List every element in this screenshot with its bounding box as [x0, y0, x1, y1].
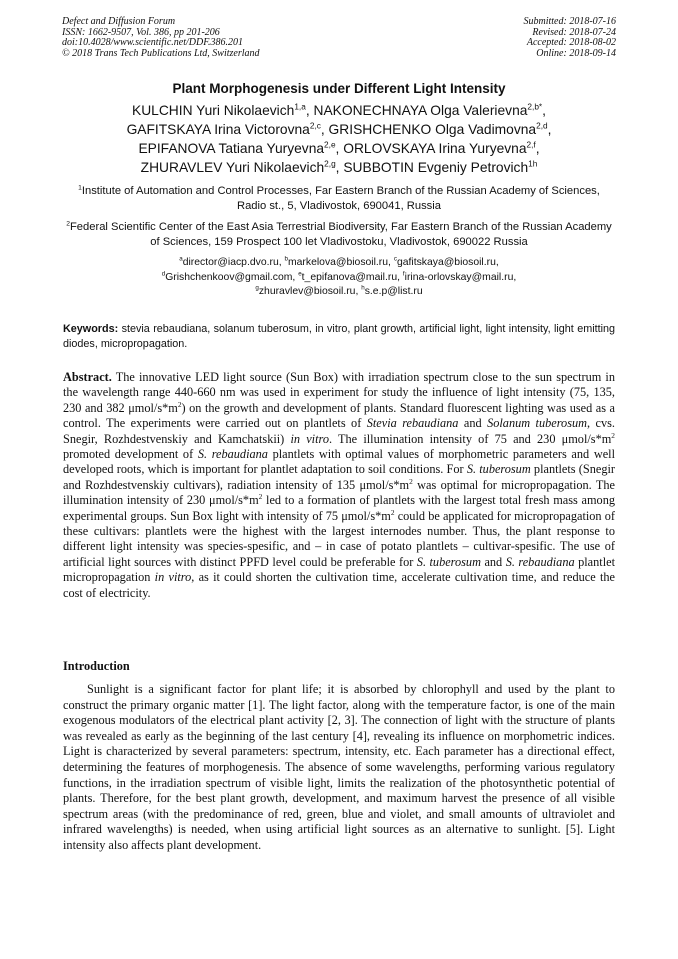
introduction-paragraph: Sunlight is a significant factor for plant life; it is absorbed by chlorophyll and used by the plant to construct the primary organic matter [1]. The light factor, along with the temperature factor, is one of the main exogenous modulators of the electrical plant activity [2, 3]. The connection of light with the structure of plants was revealed as early as the beginning of the last century [4], revealing its influence on morphometric indices. Light is characterized by several parameters: spectrum, intensity, etc. Each parameter has a directional effect, determining the features of morphogenesis. The absence of some wavelengths, performing various regulatory functions, in the irradiation spectrum of visible light, limits the realization of the photosynthetic potential of plants. Therefore, for the best plant growth, development, and maximum harvest the presence of all visible spectrum areas (with the predominance of red, green, blue and violet, and small amounts of ultraviolet and infrared wavelengths) is needed, when using artificial light sources as an alternative to sunlight. [5]. Light intensity also affects plant development.	[63, 682, 615, 852]
abstract-run: plantlets with optimal values of morphometric parameters and well developed roots, which is important for plantlet adaptation to soil conditions. For	[63, 447, 616, 477]
abstract-run: could be applicated for micropropagation of these cultivars: plantlets were the highest with the largest internodes number. Thus, the plant response to different light intensity was species-spesific, and – in case of potato plantlets – cultivar-spesific. The use of artificial light sources with distinct PPFD level could be preferable for	[63, 508, 615, 569]
abstract-run: plantlet micropropagation	[63, 554, 615, 585]
date-revised: Revised: 2018-07-24	[532, 26, 616, 38]
abstract-body	[63, 370, 615, 600]
abstract-run: 2	[177, 399, 182, 409]
abstract-run: 2	[611, 430, 615, 440]
email: $^b$markelova@biosoil.ru,	[284, 255, 394, 268]
author: KULCHIN Yuri Nikolaevich$^{1,a}$,	[132, 102, 314, 118]
abstract-run: S. rebaudiana	[505, 554, 575, 569]
email: $^c$gafitskaya@biosoil.ru,	[393, 255, 499, 268]
abstract-run: promoted development of	[63, 447, 198, 462]
date-online: Online: 2018-09-14	[536, 47, 616, 59]
author: ZHURAVLEV Yuri Nikolaevich$^{2,g}$,	[140, 159, 344, 175]
email: $^h$s.e.p@list.ru	[361, 284, 423, 297]
abstract-run: was optimal for micropropagation. The illumination intensity of 230 μmol/s*m	[63, 477, 615, 508]
abstract-run: in vitro	[290, 431, 329, 446]
abstract-run: , as it could shorten the cultivation time, accelerate cultivation time, and reduce the cost of electricity.	[63, 570, 615, 600]
email-list	[62, 256, 616, 300]
abstract-run: in vitro	[154, 570, 192, 585]
author: SUBBOTIN Evgeniy Petrovich$^{1h}$	[343, 159, 538, 175]
abstract-run: Stevia rebaudiana	[366, 416, 459, 431]
author: ORLOVSKAYA Irina Yuryevna$^{2,f}$,	[343, 140, 540, 156]
abstract-run: , cvs. Snegir, Rozhdestvenskiy and Kamchatskii)	[63, 416, 615, 446]
paper-title: Plant Morphogenesis under Different Light Intensity	[172, 81, 506, 96]
abstract-run: S. tuberosum	[416, 554, 481, 569]
email: $^a$director@iacp.dvo.ru,	[179, 255, 285, 268]
author: GRISHCHENKO Olga Vadimovna$^{2,d}$,	[328, 121, 552, 137]
keywords-text: stevia rebaudiana, solanum tuberosum, in vitro, plant growth, artificial light, light intensity, light emitting diodes, micropropagation.	[63, 323, 616, 350]
journal-issn: ISSN: 1662-9507, Vol. 386, pp 201-206	[62, 26, 220, 38]
abstract-run: . The illumination intensity of 75 and 230 μmol/s*m	[328, 431, 612, 446]
abstract	[63, 370, 615, 601]
keywords	[63, 322, 615, 351]
abstract-run: ) on the growth and development of plants. Standard fluorescent lighting was used as a control. The experiments were carried out on plantlets of	[63, 400, 615, 431]
section-heading-introduction: Introduction	[63, 659, 130, 673]
journal-info	[62, 17, 260, 59]
author: GAFITSKAYA Irina Victorovna$^{2,c}$,	[126, 121, 329, 137]
email: $^g$zhuravlev@biosoil.ru,	[255, 284, 362, 297]
abstract-run: led to a formation of plantlets with the largest total fresh mass among experimental groups. Sun Box light with intensity of 75 μmol/s*m	[63, 493, 615, 523]
journal-copyright: © 2018 Trans Tech Publications Ltd, Switzerland	[62, 47, 260, 59]
author: NAKONECHNAYA Olga Valerievna$^{2,b*}$,	[313, 102, 546, 118]
abstract-run: S. tuberosum	[466, 462, 531, 477]
abstract-run: Solanum tuberosum	[487, 416, 588, 431]
publication-dates	[524, 17, 617, 59]
abstract-run: 2	[409, 476, 413, 486]
abstract-run: 2	[390, 507, 395, 517]
email: $^e$t_epifanova@mail.ru,	[298, 270, 403, 283]
author-list	[50, 101, 628, 177]
keywords-label: Keywords:	[63, 323, 119, 335]
abstract-label: Abstract.	[63, 370, 112, 384]
affiliation-2: $^2$Federal Scientific Center of the East Asia Terrestrial Biodiversity, Far Eastern Branch of the Russian Academy of Sciences, 159 Prospect 100 let Vladivostoku, Vladivostok, 690022 Russia	[66, 220, 612, 248]
journal-name: Defect and Diffusion Forum	[62, 16, 176, 27]
email: $^f$irina-orlovskay@mail.ru,	[402, 270, 517, 283]
affiliation-1: $^1$Institute of Automation and Control Processes, Far Eastern Branch of the Russian Academy of Sciences, Radio st., 5, Vladivostok, 690041, Russia	[78, 184, 600, 212]
abstract-run: plantlets (Snegir and Rozhdestvenskiy cultivars), radiation intensity of 135 μmol/s*m	[63, 462, 615, 492]
email: $^d$Grishchenkoov@gmail.com,	[161, 270, 299, 283]
date-accepted: Accepted: 2018-08-02	[526, 37, 616, 48]
author: EPIFANOVA Tatiana Yuryevna$^{2,e}$,	[138, 140, 344, 156]
abstract-run: and	[458, 416, 488, 431]
abstract-run: The innovative LED light source (Sun Box) with irradiation spectrum close to the sun spectrum in the wavelength range 440-660 nm was used in experiment for study the influence of light intensity (75, 135, 230 and 382 μmol/s*m	[63, 370, 615, 415]
date-submitted: Submitted: 2018-07-16	[523, 16, 616, 27]
abstract-run: and	[480, 554, 506, 569]
abstract-run: S. rebaudiana	[197, 447, 268, 462]
journal-doi: doi:10.4028/www.scientific.net/DDF.386.201	[62, 37, 244, 48]
abstract-run: 2	[258, 492, 263, 502]
